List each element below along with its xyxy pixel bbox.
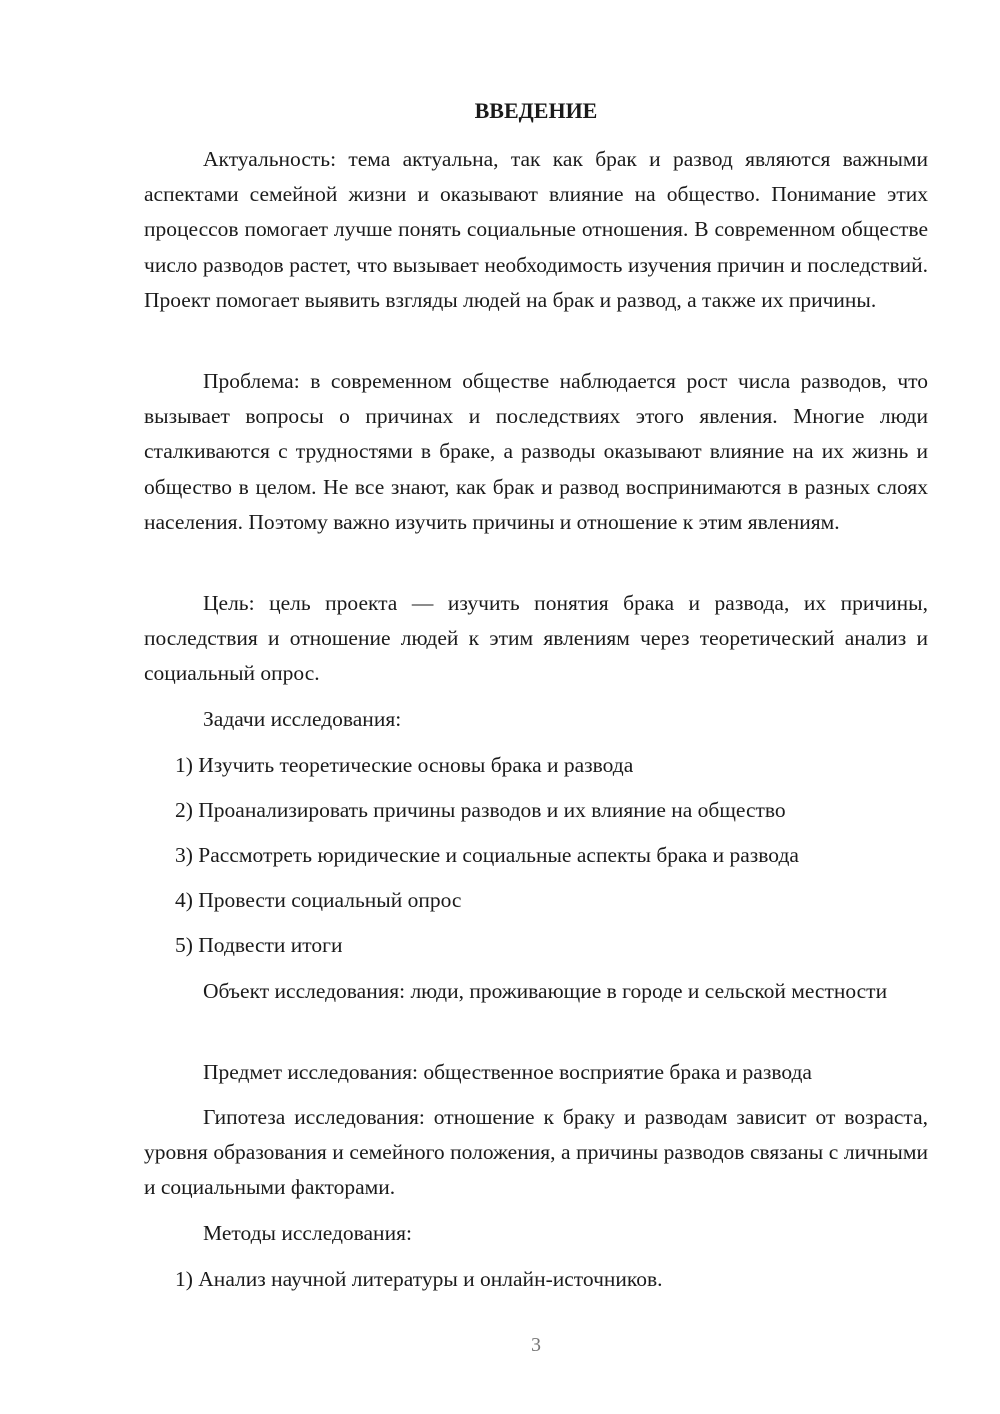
object-paragraph: Объект исследования: люди, проживающие в городе и сельской местности [203,979,888,1003]
task-item-5: 5) Подвести итоги [175,933,343,957]
subject-paragraph: Предмет исследования: общественное восприятие брака и развода [203,1060,812,1084]
problem-paragraph: Проблема: в современном обществе наблюдается рост числа разводов, что вызывает вопросы о причинах и последствиях этого явления. Многие люди сталкиваются с трудностями в браке, а разводы оказывают влияние на их жизнь и общество в целом. Не все знают, как брак и развод воспринимаются в разных слоях населения. Поэтому важно изучить причины и отношение к этим явлениям. [144,369,928,534]
hypothesis-paragraph: Гипотеза исследования: отношение к браку и разводам зависит от возраста, уровня образования и семейного положения, а причины разводов связаны с личными и социальными факторами. [144,1105,928,1200]
page-title: ВВЕДЕНИЕ [474,98,598,123]
relevance-paragraph: Актуальность: тема актуальна, так как брак и развод являются важными аспектами семейной жизни и оказывают влияние на общество. Понимание этих процессов помогает лучше понять социальные отношения. В современном обществе число разводов растет, что вызывает необходимость изучения причин и последствий. Проект помогает выявить взгляды людей на брак и развод, а также их причины. [144,147,928,312]
task-item-2: 2) Проанализировать причины разводов и их влияние на общество [175,798,786,822]
methods-heading: Методы исследования: [203,1221,412,1245]
goal-paragraph: Цель: цель проекта — изучить понятия брака и развода, их причины, последствия и отношение людей к этим явлениям через теоретический анализ и социальный опрос. [144,591,928,686]
task-item-1: 1) Изучить теоретические основы брака и развода [175,753,634,777]
method-item-1: 1) Анализ научной литературы и онлайн-источников. [175,1267,663,1291]
task-item-3: 3) Рассмотреть юридические и социальные аспекты брака и развода [175,843,799,867]
tasks-heading: Задачи исследования: [203,707,402,731]
task-item-4: 4) Провести социальный опрос [175,888,462,912]
document-page [144,0,928,1414]
page-number: 3 [531,1334,541,1356]
